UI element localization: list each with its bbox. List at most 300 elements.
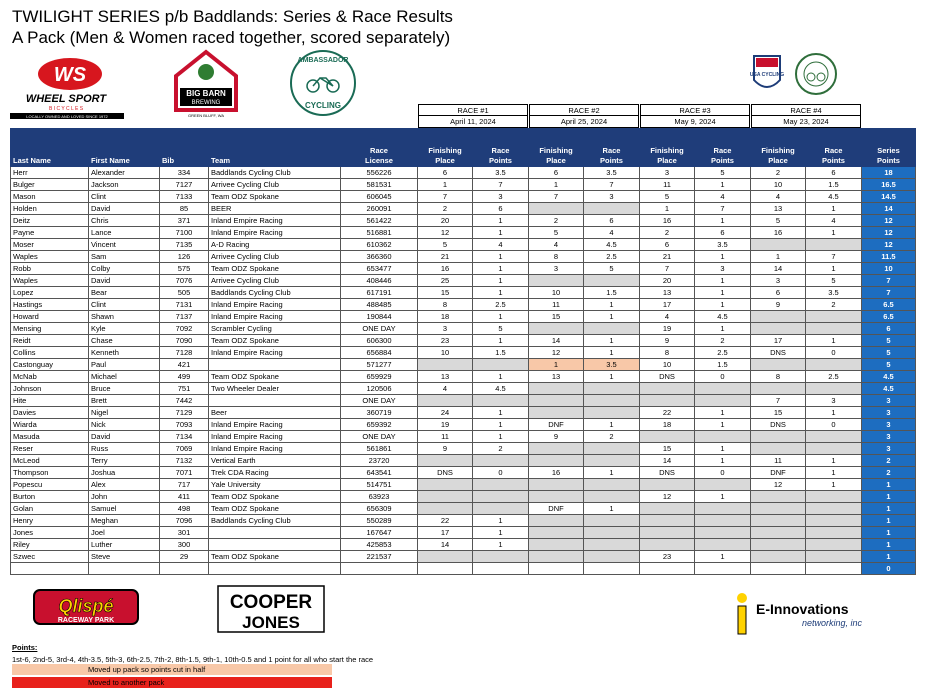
cell-r1-points: 1: [473, 419, 529, 431]
cell-team: [209, 527, 341, 539]
cell-r4-points: [806, 323, 862, 335]
cell-r2-place: 3: [529, 263, 584, 275]
cell-r3-place: 19: [640, 323, 695, 335]
cell-bib: 85: [160, 203, 209, 215]
cell-r3-points: [695, 515, 751, 527]
cell-r3-place: 12: [640, 491, 695, 503]
usa-cycling-name: USA CYCLING: [749, 72, 785, 78]
cell-series-points: 1: [862, 515, 916, 527]
table-row: [11, 359, 916, 371]
cell-last-name: Thompson: [11, 467, 89, 479]
cell-r4-place: DNS: [751, 419, 806, 431]
cell-r3-points: 0: [695, 467, 751, 479]
cell-first-name: David: [89, 203, 160, 215]
cell-r4-points: [806, 503, 862, 515]
cell-r3-place: [640, 395, 695, 407]
cell-series-points: 4.5: [862, 371, 916, 383]
cell-last-name: McLeod: [11, 455, 89, 467]
table-row: [11, 179, 916, 191]
cell-license: 617191: [341, 287, 418, 299]
cell-r1-place: 23: [418, 335, 473, 347]
cell-license: 120506: [341, 383, 418, 395]
cell-r2-place: 9: [529, 431, 584, 443]
cell-bib: 7076: [160, 275, 209, 287]
cell-r2-points: [584, 479, 640, 491]
cell-r4-points: 0: [806, 347, 862, 359]
legend-moved-pack: [12, 677, 332, 688]
cell-r1-place: 16: [418, 263, 473, 275]
cell-r4-place: [751, 491, 806, 503]
cell-bib: 717: [160, 479, 209, 491]
legend-moved-up: [12, 664, 332, 675]
cell-first-name: Steve: [89, 551, 160, 563]
table-row: [11, 167, 916, 179]
cell-series-points: 7: [862, 275, 916, 287]
cell-bib: 7442: [160, 395, 209, 407]
cell-series-points: 3: [862, 419, 916, 431]
cell-team: Baddlands Cycling Club: [209, 515, 341, 527]
table-row: [11, 227, 916, 239]
cell-last-name: Lopez: [11, 287, 89, 299]
cell-r1-points: [473, 479, 529, 491]
cell-series-points: 3: [862, 407, 916, 419]
cell-team: Team ODZ Spokane: [209, 503, 341, 515]
cell-bib: 7128: [160, 347, 209, 359]
cell-r3-place: 10: [640, 359, 695, 371]
cell-last-name: Moser: [11, 239, 89, 251]
cell-r4-points: 3.5: [806, 287, 862, 299]
cell-r1-place: [418, 359, 473, 371]
cell-r3-place: 9: [640, 335, 695, 347]
cell-r2-place: [529, 203, 584, 215]
cell-r4-points: 1: [806, 263, 862, 275]
cell-r4-place: 15: [751, 407, 806, 419]
cell-series-points: 1: [862, 539, 916, 551]
cell-r2-points: [584, 515, 640, 527]
cell-r3-place: [640, 431, 695, 443]
cell-r4-place: [751, 539, 806, 551]
cell-r4-points: [806, 527, 862, 539]
cell-r1-points: [473, 359, 529, 371]
cell-team: Arrivee Cycling Club: [209, 275, 341, 287]
cell-r2-place: 1: [529, 359, 584, 371]
cell-r2-place: 8: [529, 251, 584, 263]
cell-r3-points: 0: [695, 371, 751, 383]
cell-r1-place: [418, 455, 473, 467]
cell-last-name: Burton: [11, 491, 89, 503]
cell-last-name: Payne: [11, 227, 89, 239]
cell-license: 260091: [341, 203, 418, 215]
cell-first-name: Luther: [89, 539, 160, 551]
cell-r4-points: 5: [806, 275, 862, 287]
cell-r1-place: 8: [418, 299, 473, 311]
cell-bib: 300: [160, 539, 209, 551]
cell-r1-place: 19: [418, 419, 473, 431]
cell-bib: 7071: [160, 467, 209, 479]
cell-last-name: Hastings: [11, 299, 89, 311]
cell-last-name: Waples: [11, 251, 89, 263]
cell-r4-place: 14: [751, 263, 806, 275]
cell-first-name: Joshua: [89, 467, 160, 479]
cell-r1-points: [473, 455, 529, 467]
cell-bib: 7137: [160, 311, 209, 323]
cell-r1-points: 3: [473, 191, 529, 203]
cell-r1-place: 4: [418, 383, 473, 395]
col-r3-place: Finishing Place: [640, 129, 695, 167]
table-row: [11, 527, 916, 539]
cell-license: 488485: [341, 299, 418, 311]
cell-r3-points: 3.5: [695, 239, 751, 251]
cell-team: Baddlands Cycling Club: [209, 167, 341, 179]
cell-r4-points: [806, 359, 862, 371]
cell-r1-place: 11: [418, 431, 473, 443]
cell-r3-place: 22: [640, 407, 695, 419]
cell-r4-points: 6: [806, 167, 862, 179]
ambassador-top: AMBASSADOR: [297, 57, 349, 64]
cell-first-name: Lance: [89, 227, 160, 239]
cell-last-name: Howard: [11, 311, 89, 323]
cell-team: Team ODZ Spokane: [209, 191, 341, 203]
cell-license: 659929: [341, 371, 418, 383]
cell-license: 606300: [341, 335, 418, 347]
cell-series-points: 1: [862, 491, 916, 503]
cell-r4-points: 3: [806, 395, 862, 407]
cell-r3-place: 14: [640, 455, 695, 467]
cell-license: 653477: [341, 263, 418, 275]
cell-r3-points: 2.5: [695, 347, 751, 359]
col-first-name: First Name: [89, 129, 160, 167]
cell-first-name: David: [89, 431, 160, 443]
race-4-header: [751, 104, 861, 128]
cell-r3-place: 3: [640, 167, 695, 179]
results-table: [10, 128, 916, 575]
cell-r3-place: 1: [640, 203, 695, 215]
col-r2-points: Race Points: [584, 129, 640, 167]
cell-r2-points: [584, 551, 640, 563]
cell-r1-points: 1: [473, 539, 529, 551]
cell-r3-place: 20: [640, 275, 695, 287]
race-3-header: [640, 104, 750, 128]
race-label: RACE #2: [529, 104, 639, 116]
cell-r1-points: 1: [473, 227, 529, 239]
col-r4-place: Finishing Place: [751, 129, 806, 167]
big-barn-logo: [172, 50, 240, 120]
big-barn-sub: BREWING: [191, 100, 221, 106]
cell-r4-points: 0: [806, 419, 862, 431]
table-row: [11, 203, 916, 215]
cell-r1-place: 6: [418, 167, 473, 179]
cell-first-name: Nigel: [89, 407, 160, 419]
cell-team: BEER: [209, 203, 341, 215]
cell-r1-place: 18: [418, 311, 473, 323]
cell-license: ONE DAY: [341, 395, 418, 407]
cell-r3-points: 7: [695, 203, 751, 215]
cell-r4-points: [806, 383, 862, 395]
cell-bib: 371: [160, 215, 209, 227]
cell-r4-place: 11: [751, 455, 806, 467]
cell-series-points: 2: [862, 455, 916, 467]
cell-bib: 7132: [160, 455, 209, 467]
cell-r1-place: 7: [418, 191, 473, 203]
cell-team: Baddlands Cycling Club: [209, 287, 341, 299]
cell-first-name: Colby: [89, 263, 160, 275]
cell-r1-points: 1: [473, 263, 529, 275]
cell-series-points: 1: [862, 479, 916, 491]
cell-r3-points: 1: [695, 299, 751, 311]
cell-first-name: Brett: [89, 395, 160, 407]
race-label: RACE #4: [751, 104, 861, 116]
race-label: RACE #3: [640, 104, 750, 116]
table-row: [11, 467, 916, 479]
cell-last-name: Golan: [11, 503, 89, 515]
cell-license: 425853: [341, 539, 418, 551]
cell-team: Two Wheeler Dealer: [209, 383, 341, 395]
cell-r3-place: 15: [640, 443, 695, 455]
cell-license: 656309: [341, 503, 418, 515]
cell-r2-place: 12: [529, 347, 584, 359]
cell-first-name: Paul: [89, 359, 160, 371]
cell-r4-place: [751, 239, 806, 251]
cell-bib: 29: [160, 551, 209, 563]
table-row: [11, 539, 916, 551]
cell-team: [209, 359, 341, 371]
cell-first-name: Vincent: [89, 239, 160, 251]
wheel-sport-name: WHEEL SPORT: [25, 93, 107, 105]
cell-r1-place: DNS: [418, 467, 473, 479]
cell-license: 561861: [341, 443, 418, 455]
cell-series-points: 12: [862, 239, 916, 251]
page-title: TWILIGHT SERIES p/b Baddlands: Series & Race Results: [12, 7, 453, 26]
cell-r3-points: 1: [695, 323, 751, 335]
cell-r4-points: 4: [806, 215, 862, 227]
cell-r2-place: [529, 383, 584, 395]
cell-r1-place: 3: [418, 323, 473, 335]
cell-last-name: Szwec: [11, 551, 89, 563]
cell-r2-points: 1: [584, 419, 640, 431]
cell-r2-points: 5: [584, 263, 640, 275]
cell-r3-points: [695, 563, 751, 575]
cell-r3-place: 5: [640, 191, 695, 203]
cell-r3-points: [695, 539, 751, 551]
cell-r1-place: 20: [418, 215, 473, 227]
table-row: [11, 455, 916, 467]
cell-license: ONE DAY: [341, 323, 418, 335]
cell-r3-place: 21: [640, 251, 695, 263]
cell-r1-place: 12: [418, 227, 473, 239]
cell-license: [341, 563, 418, 575]
cell-r4-points: [806, 539, 862, 551]
cell-r3-place: [640, 479, 695, 491]
cell-r3-place: [640, 539, 695, 551]
cell-license: 556226: [341, 167, 418, 179]
cell-first-name: Bear: [89, 287, 160, 299]
cell-r2-place: DNF: [529, 419, 584, 431]
cell-license: 63923: [341, 491, 418, 503]
cell-license: 581531: [341, 179, 418, 191]
cell-team: Vertical Earth: [209, 455, 341, 467]
cell-r4-points: 4.5: [806, 191, 862, 203]
cell-bib: 301: [160, 527, 209, 539]
cell-license: 659392: [341, 419, 418, 431]
table-row: [11, 515, 916, 527]
table-row: [11, 251, 916, 263]
cell-license: 643541: [341, 467, 418, 479]
cell-r2-points: 1: [584, 347, 640, 359]
cell-r4-place: [751, 383, 806, 395]
cell-first-name: Shawn: [89, 311, 160, 323]
table-row: [11, 383, 916, 395]
cell-r1-points: 3.5: [473, 167, 529, 179]
cell-r4-place: 13: [751, 203, 806, 215]
cell-r2-points: 2.5: [584, 251, 640, 263]
cell-r2-points: 3: [584, 191, 640, 203]
cell-last-name: Reidt: [11, 335, 89, 347]
cell-r4-points: 1: [806, 479, 862, 491]
cell-r1-points: 1: [473, 527, 529, 539]
cell-r2-place: 7: [529, 191, 584, 203]
cell-r4-place: [751, 311, 806, 323]
cell-r3-points: [695, 479, 751, 491]
cell-r4-place: DNF: [751, 467, 806, 479]
race-date: April 25, 2024: [529, 116, 639, 128]
cell-first-name: Alexander: [89, 167, 160, 179]
cell-r2-place: 15: [529, 311, 584, 323]
cell-r3-points: 5: [695, 167, 751, 179]
col-r1-place: Finishing Place: [418, 129, 473, 167]
cell-r3-points: 1: [695, 455, 751, 467]
table-row: [11, 335, 916, 347]
cell-r1-place: 22: [418, 515, 473, 527]
cell-team: [209, 395, 341, 407]
cell-series-points: 11.5: [862, 251, 916, 263]
cell-r4-points: [806, 491, 862, 503]
cell-r2-points: [584, 395, 640, 407]
cell-r3-points: 1: [695, 407, 751, 419]
cell-r1-points: 1: [473, 371, 529, 383]
cell-last-name: Popescu: [11, 479, 89, 491]
big-barn-name: BIG BARN: [186, 89, 226, 98]
cell-license: 366360: [341, 251, 418, 263]
race-label: RACE #1: [418, 104, 528, 116]
cell-series-points: 2: [862, 467, 916, 479]
cell-r4-points: 1: [806, 203, 862, 215]
cell-r2-place: 5: [529, 227, 584, 239]
cell-r2-place: 2: [529, 215, 584, 227]
cell-r1-points: 1: [473, 215, 529, 227]
cell-last-name: McNab: [11, 371, 89, 383]
cell-series-points: 0: [862, 563, 916, 575]
cell-r2-points: [584, 491, 640, 503]
cell-team: Trek CDA Racing: [209, 467, 341, 479]
cell-r1-place: [418, 395, 473, 407]
cell-series-points: 3: [862, 431, 916, 443]
cell-r3-place: 23: [640, 551, 695, 563]
table-row: [11, 311, 916, 323]
cell-r2-place: [529, 515, 584, 527]
cell-r4-place: [751, 359, 806, 371]
cell-r1-points: 1: [473, 335, 529, 347]
cell-r3-points: 1.5: [695, 359, 751, 371]
cell-r2-points: [584, 275, 640, 287]
cell-team: Inland Empire Racing: [209, 443, 341, 455]
cell-r2-points: [584, 443, 640, 455]
cell-r4-points: 7: [806, 251, 862, 263]
cell-last-name: Riley: [11, 539, 89, 551]
cell-r4-place: [751, 527, 806, 539]
cell-r4-place: 3: [751, 275, 806, 287]
cell-series-points: 1: [862, 527, 916, 539]
cell-r4-points: 1: [806, 455, 862, 467]
table-row: [11, 323, 916, 335]
cell-team: Inland Empire Racing: [209, 347, 341, 359]
cooper-name: COOPER: [229, 592, 313, 613]
col-race-license: Race License: [341, 129, 418, 167]
cell-r3-place: [640, 515, 695, 527]
cell-r3-points: [695, 383, 751, 395]
cell-r4-place: [751, 431, 806, 443]
cell-r2-place: DNF: [529, 503, 584, 515]
cell-r2-place: [529, 491, 584, 503]
cell-team: Team ODZ Spokane: [209, 371, 341, 383]
cell-r4-points: [806, 431, 862, 443]
cell-r4-place: 12: [751, 479, 806, 491]
cell-r3-place: 16: [640, 215, 695, 227]
col-last-name: Last Name: [11, 129, 89, 167]
table-row: [11, 407, 916, 419]
cell-bib: 751: [160, 383, 209, 395]
cell-r4-points: 1.5: [806, 179, 862, 191]
cell-team: Team ODZ Spokane: [209, 263, 341, 275]
cell-last-name: Castonguay: [11, 359, 89, 371]
table-row: [11, 563, 916, 575]
cell-r1-place: [418, 563, 473, 575]
cell-team: Inland Empire Racing: [209, 299, 341, 311]
cell-first-name: Meghan: [89, 515, 160, 527]
cell-bib: 499: [160, 371, 209, 383]
table-row: [11, 491, 916, 503]
cell-r1-points: [473, 395, 529, 407]
cell-r3-place: 8: [640, 347, 695, 359]
cell-r4-place: 10: [751, 179, 806, 191]
cell-first-name: Nick: [89, 419, 160, 431]
cell-r1-points: 4: [473, 239, 529, 251]
table-row: [11, 239, 916, 251]
cell-r2-points: 2: [584, 431, 640, 443]
cell-r4-place: 6: [751, 287, 806, 299]
cell-r1-place: [418, 479, 473, 491]
col-series-points: Series Points: [862, 129, 916, 167]
cell-series-points: 18: [862, 167, 916, 179]
race-1-header: [418, 104, 528, 128]
cell-series-points: 6: [862, 323, 916, 335]
col-r4-points: Race Points: [806, 129, 862, 167]
cell-r1-points: 1.5: [473, 347, 529, 359]
cell-r3-place: 4: [640, 311, 695, 323]
col-r2-place: Finishing Place: [529, 129, 584, 167]
table-row: [11, 431, 916, 443]
cell-series-points: 4.5: [862, 383, 916, 395]
table-row: [11, 299, 916, 311]
cell-license: 167647: [341, 527, 418, 539]
cell-r1-place: 24: [418, 407, 473, 419]
cell-r2-points: [584, 407, 640, 419]
cell-r1-points: 5: [473, 323, 529, 335]
cell-r1-place: 13: [418, 371, 473, 383]
cell-last-name: Deitz: [11, 215, 89, 227]
cell-series-points: 3: [862, 395, 916, 407]
cell-series-points: 1: [862, 503, 916, 515]
cell-bib: 7069: [160, 443, 209, 455]
